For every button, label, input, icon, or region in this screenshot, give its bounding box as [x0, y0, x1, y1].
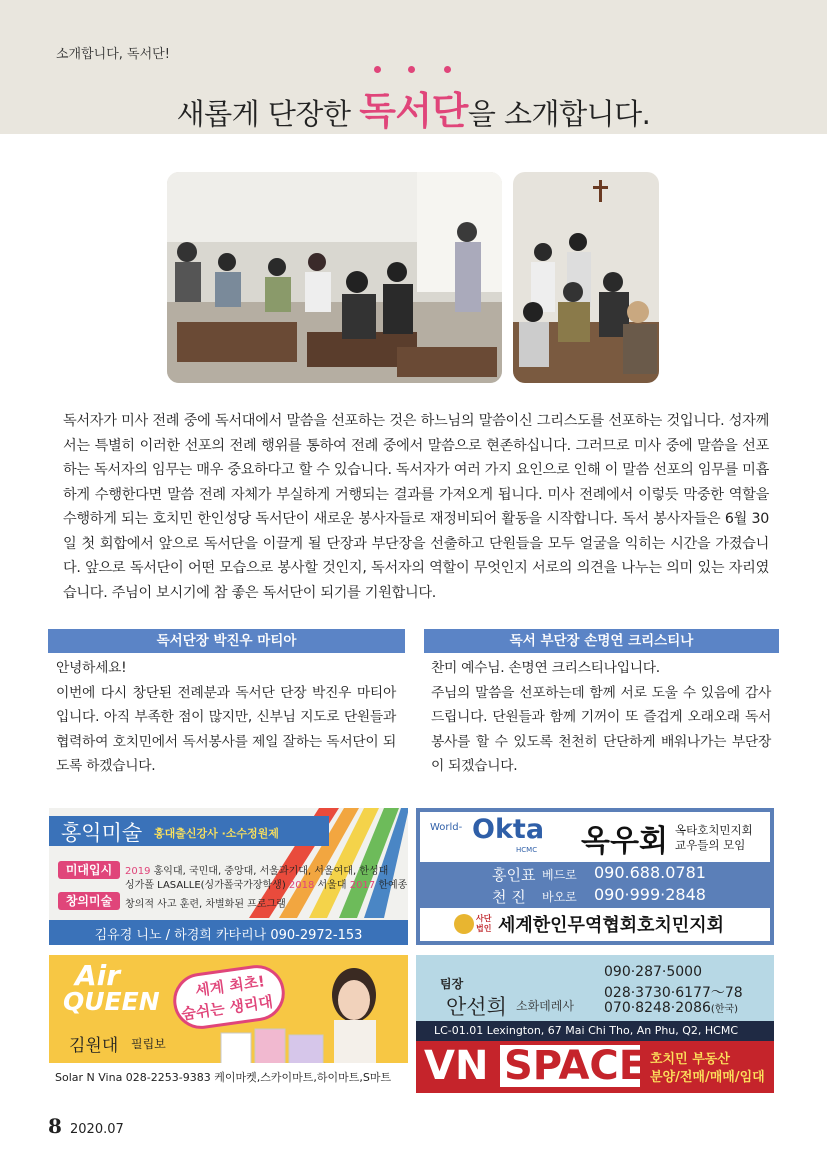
airqueen-person: 김원대 [69, 1036, 119, 1056]
art-badge-creative: 창의미술 [58, 892, 120, 910]
airqueen-brand1: Air [75, 959, 121, 992]
page-number: 8 [48, 1114, 62, 1138]
art-line2 [125, 876, 407, 891]
okta-badge-bottom: 법인 [476, 924, 492, 933]
okta-phone2: 090·999·2848 [594, 885, 706, 904]
vnspace-desc1: 호치민 부동산 [650, 1052, 730, 1067]
title-highlight: 독서단 [359, 89, 468, 133]
leader-text: 안녕하세요! 이번에 다시 창단된 전례분과 독서단 단장 박진우 마티아입니다. 아직 부족한 점이 많지만, 신부님 지도로 단원들과 협력하여 호치민에서 독서봉사를 제일 잘하는 독서단이 되도록 하겠습니다. [56, 660, 396, 774]
art-year-2017: 2017 [349, 880, 376, 891]
vnspace-subtitle: 소화데레사 [516, 999, 574, 1013]
vnspace-phone2: 028·3730·6177～78 [604, 985, 743, 1001]
vnspace-role: 팀장 [440, 977, 464, 991]
issue-date: 2020.07 [70, 1122, 124, 1137]
okta-logo-sub: HCMC [516, 846, 538, 854]
page-header [0, 0, 827, 134]
vnspace-name: 안선희 [446, 995, 507, 1019]
airqueen-slogan1: 세계 최초! [194, 972, 267, 1000]
vnspace-logo-space: SPACE [504, 1043, 647, 1089]
art-line2-text: 싱가폴 LASALLE(싱가폴국가장학생) [125, 880, 289, 891]
okta-title2: 바오로 [542, 890, 577, 904]
meeting-photo-right [513, 172, 659, 383]
vnspace-logo-vn: VN [424, 1043, 489, 1089]
airqueen-slogan2: 숨쉬는 생리대 [180, 992, 275, 1024]
okta-badge [454, 914, 474, 934]
vnspace-desc2: 분양/전매/매매/임대 [650, 1070, 765, 1085]
airqueen-product-image [217, 1025, 327, 1067]
art-line1 [125, 862, 388, 877]
okta-org: 세계한인무역협회호치민지회 [498, 915, 725, 936]
art-line3: 창의적 사고 훈련, 차별화된 프로그램 [125, 899, 286, 910]
vice-leader-text: 찬미 예수님. 손명연 크리스티나입니다. 주님의 말씀을 선포하는데 함께 서로 도울 수 있음에 감사드립니다. 단원들과 함께 기꺼이 또 즐겁게 오래오래 독서봉사를 할 수 있도록 천천히 단단하게 배워나가는 부단장이 되겠습니다. [431, 660, 771, 774]
art-name: 홍익미술 [61, 821, 143, 845]
page-title [0, 80, 827, 135]
okta-desc2: 교우들의 모임 [675, 838, 746, 852]
vnspace-phone3-line [604, 1000, 738, 1016]
okta-desc1: 옥타호치민지회 [675, 823, 753, 837]
art-contact: 김유경 니노 / 하경희 카타리나 090-2972-153 [94, 928, 363, 943]
ad-art-academy [49, 808, 408, 945]
art-line2-mid: 서울대 [314, 880, 350, 891]
okta-logo-prefix: World- [430, 822, 463, 833]
ad-air-queen [49, 955, 408, 1093]
vnspace-address: LC-01.01 Lexington, 67 Mai Chi Tho, An Phu, Q2, HCMC [434, 1024, 739, 1037]
vnspace-phone3: 070·8248·2086 [604, 1000, 711, 1016]
art-badge-admission: 미대입시 [58, 861, 120, 879]
okta-title1: 베드로 [542, 868, 577, 882]
okta-person2: 천 진 [492, 888, 526, 906]
okta-logo: Okta [472, 814, 545, 845]
section-label: 소개합니다, 독서단! [56, 47, 170, 62]
vice-leader-heading: 독서 부단장 손명연 크리스티나 [424, 629, 779, 653]
page-footer [48, 1114, 124, 1138]
vnspace-phone1: 090·287·5000 [604, 964, 702, 980]
meeting-photo-left [167, 172, 502, 383]
title-accent-dots [368, 66, 463, 74]
art-line2-end: 한예종 [375, 880, 408, 891]
art-year-2019: 2019 [125, 866, 151, 877]
ad-okta [416, 808, 774, 945]
art-year-2018: 2018 [288, 880, 315, 891]
airqueen-footer: Solar N Vina 028-2253-9383 케이마켓,스카이마트,하이마트,S마트 [55, 1071, 392, 1084]
okta-phone1: 090.688.0781 [594, 863, 706, 882]
okta-name: 옥우회 [581, 824, 668, 859]
okta-badge-top: 사단 [476, 914, 492, 923]
article-body: 독서자가 미사 전례 중에 독서대에서 말씀을 선포하는 것은 하느님의 말씀이신 그리스도를 선포하는 것입니다. 성자께서는 특별히 이러한 선포의 전례 행위를 통하여 전례 중에서 말씀으로 현존하십니다. 그러므로 미사 중에 말씀을 선포하는 독서자의 임무는 매우 중요하다고 할 수 있습니다. 독서자가 여러 가지 요인으로 인해 이 말씀 선포의 임무를 미흡하게 수행한다면 말씀 전례 자체가 부실하게 거행되는 결과를 가져오게 됩니다. 미사 전례에서 이렇듯 막중한 역할을 수행하게 되는 호치민 한인성당 독서단이 새로운 봉사자들로 재정비되어 활동을 시작합니다. 독서 봉사자들은 6월 30일 첫 회합에서 앞으로 독서단을 이끌게 될 단장과 부단장을 선출하고 단원들을 모두 얼굴을 익히는 시간을 가졌습니다. 앞으로 독서단이 어떤 모습으로 봉사할 것인지, 독서자의 역할이 무엇인지 서로의 의견을 나누는 의미 있는 자리였습니다. 주님이 보시기에 참 좋은 독서단이 되기를 기원합니다. [63, 413, 769, 601]
vnspace-phone3-note: (한국) [710, 1004, 739, 1015]
airqueen-person-title: 필립보 [131, 1037, 166, 1051]
art-line1-text: 홍익대, 국민대, 중앙대, 서울과기대, 서울여대, 한성대 [150, 866, 389, 877]
airqueen-brand2: QUEEN [63, 987, 160, 1016]
art-tagline: 홍대출신강사 ·소수정원제 [154, 827, 279, 840]
ad-vn-space [416, 955, 774, 1093]
leader-heading: 독서단장 박진우 마티아 [48, 629, 405, 653]
title-pre: 새롭게 단장한 [176, 97, 360, 131]
title-post: 을 소개합니다. [467, 97, 651, 131]
okta-person1: 홍인표 [492, 866, 536, 884]
